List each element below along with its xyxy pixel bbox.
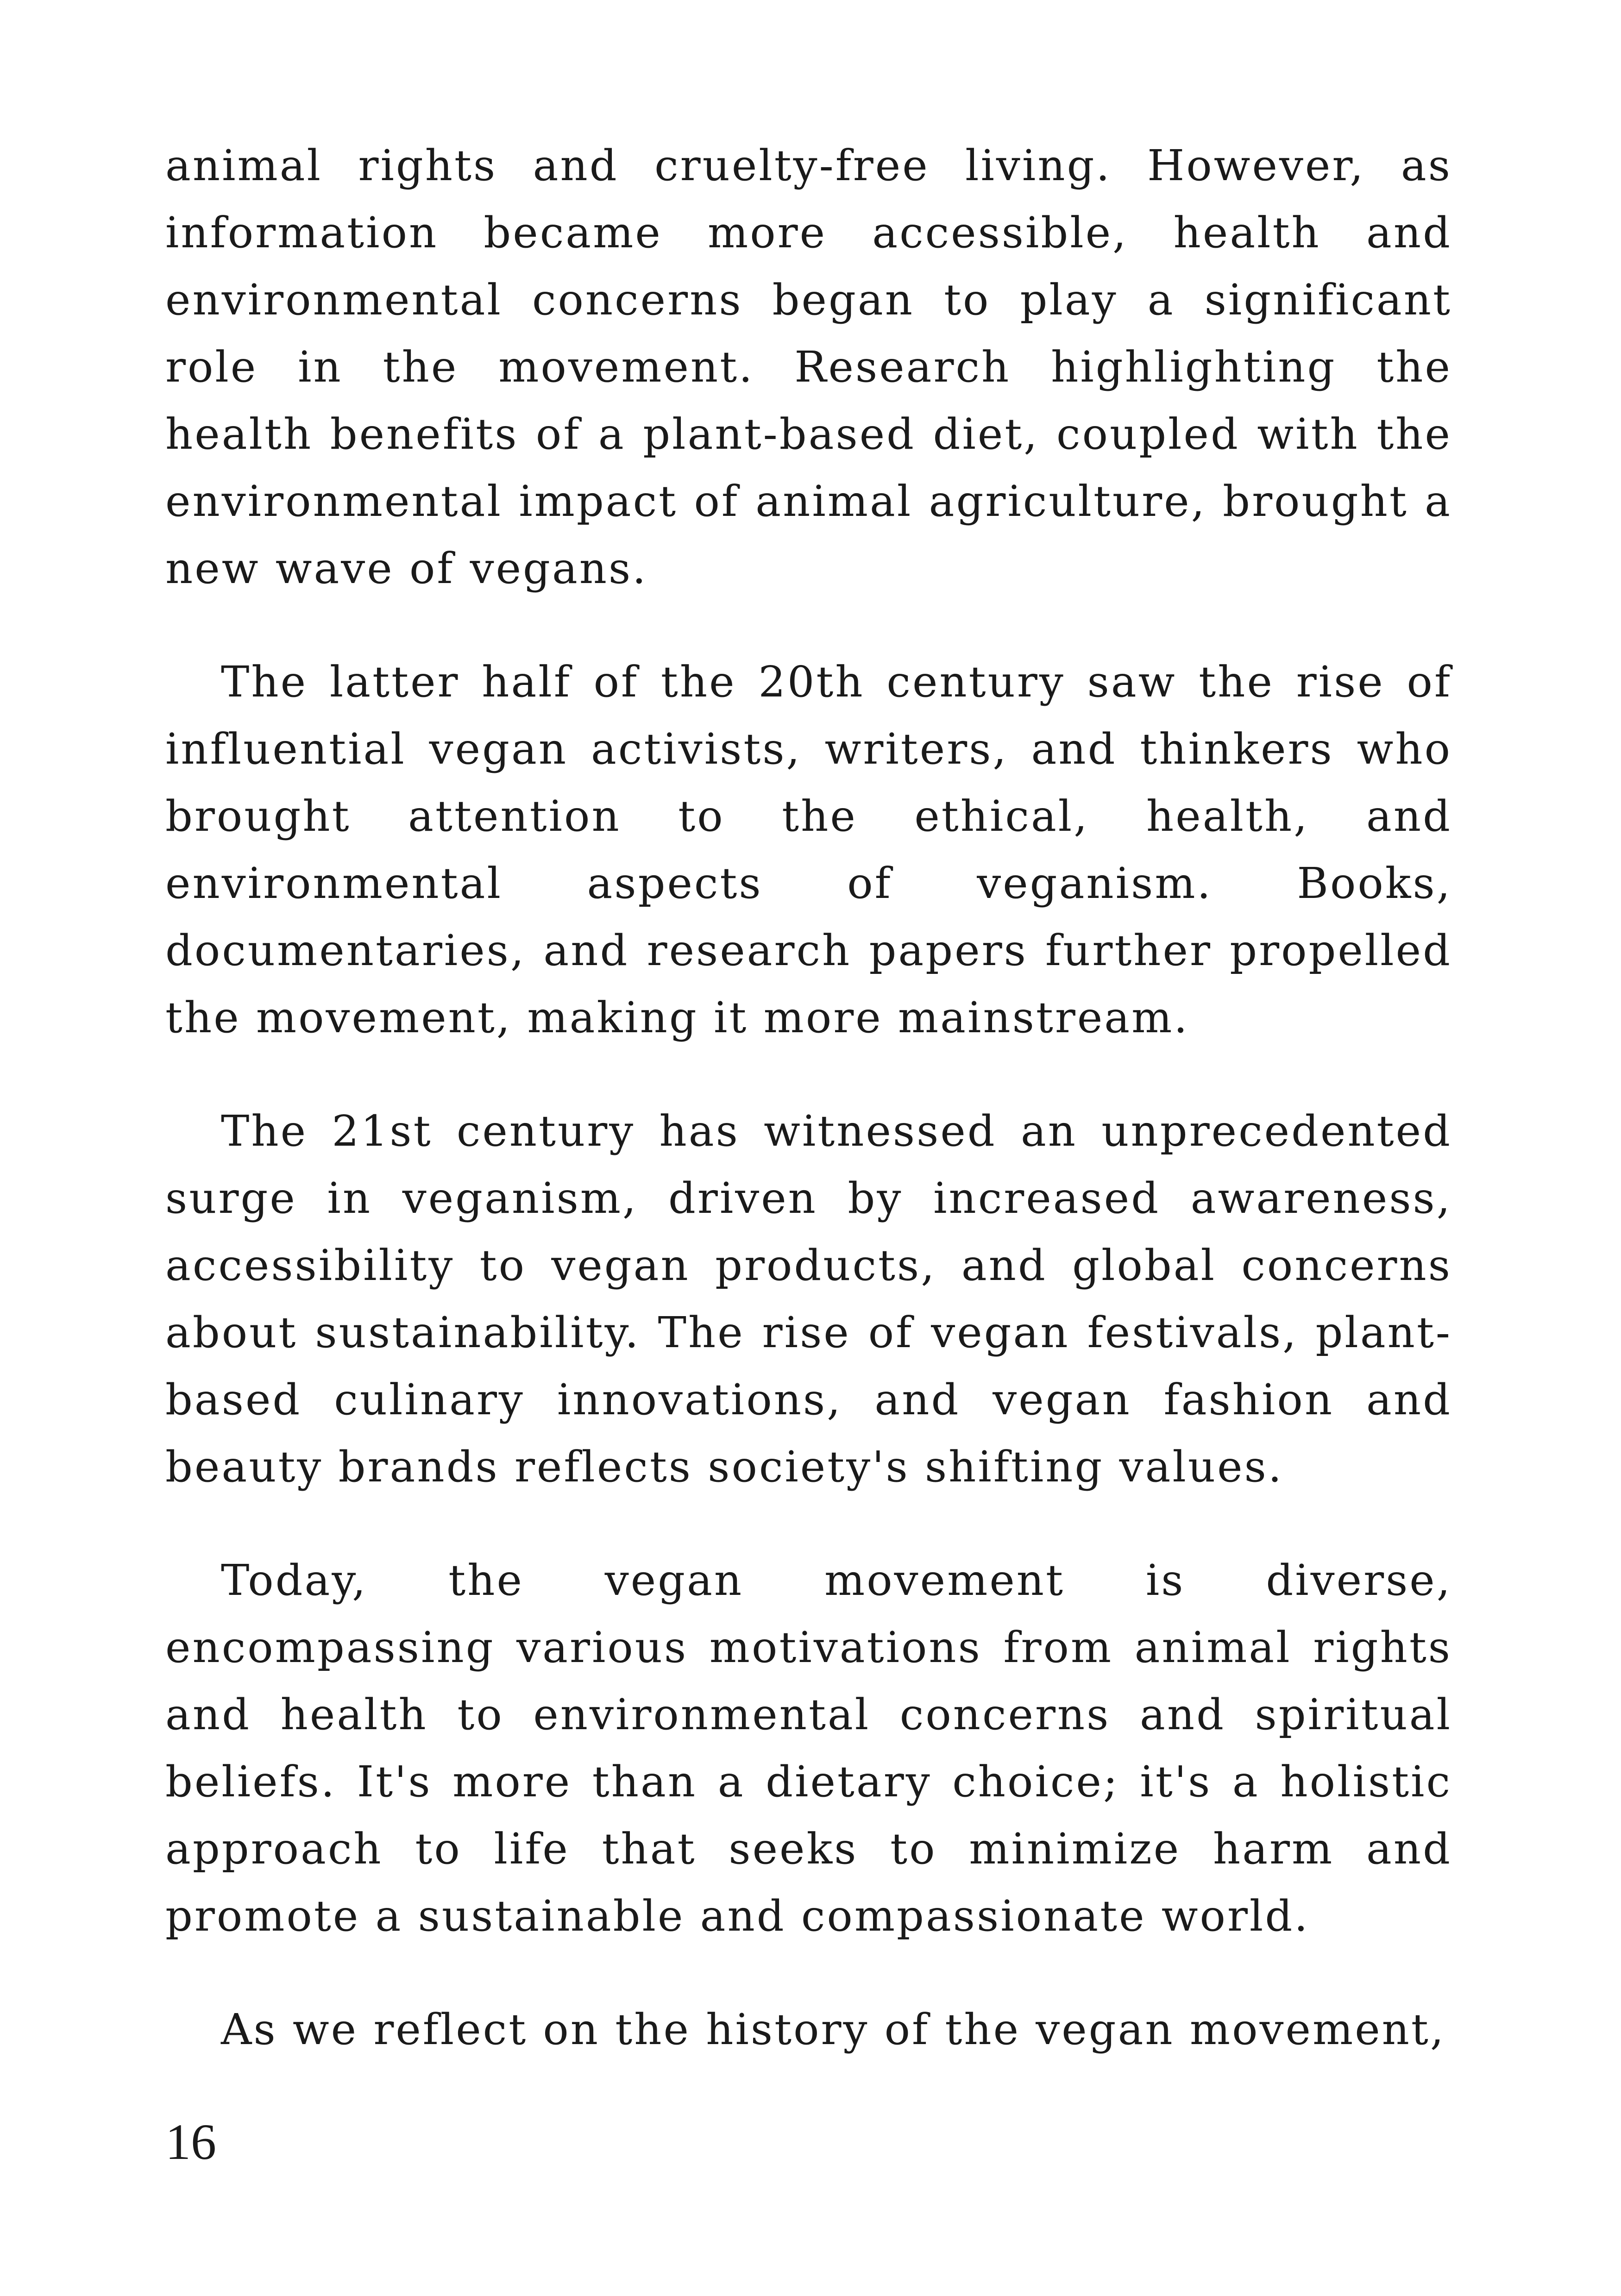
paragraph-reflect: As we reflect on the history of the vegan movement, — [221, 2005, 1446, 2054]
paragraph-20th-century: The latter half of the 20th century saw the rise of influential vegan activists, writers, and thinkers who brought attention to the ethical, health, and environmental aspects of veganism. Books, documentaries, and research papers further propelled the movement, making it more mainstream. — [165, 657, 1452, 1042]
body-text — [165, 132, 1452, 2063]
paragraph-continued: animal rights and cruelty-free living. However, as information became more accessible, health and environmental concerns began to play a significant role in the movement. Research highlighting the health benefits of a plant-based diet, coupled with the environmental impact of animal agriculture, brought a new wave of vegans. — [165, 141, 1452, 593]
paragraph-today: Today, the vegan movement is diverse, encompassing various motivations from animal rights and health to environmental concerns and spiritual beliefs. It's more than a dietary choice; it's a holistic approach to life that seeks to minimize harm and promote a sustainable and compassionate world. — [165, 1556, 1452, 1941]
page-number: 16 — [165, 2114, 216, 2170]
paragraph-21st-century: The 21st century has witnessed an unprecedented surge in veganism, driven by increased awareness, accessibility to vegan products, and global concerns about sustainability. The rise of vegan festivals, plant-based culinary innovations, and vegan fashion and beauty brands reflects society's shifting values. — [165, 1106, 1452, 1492]
